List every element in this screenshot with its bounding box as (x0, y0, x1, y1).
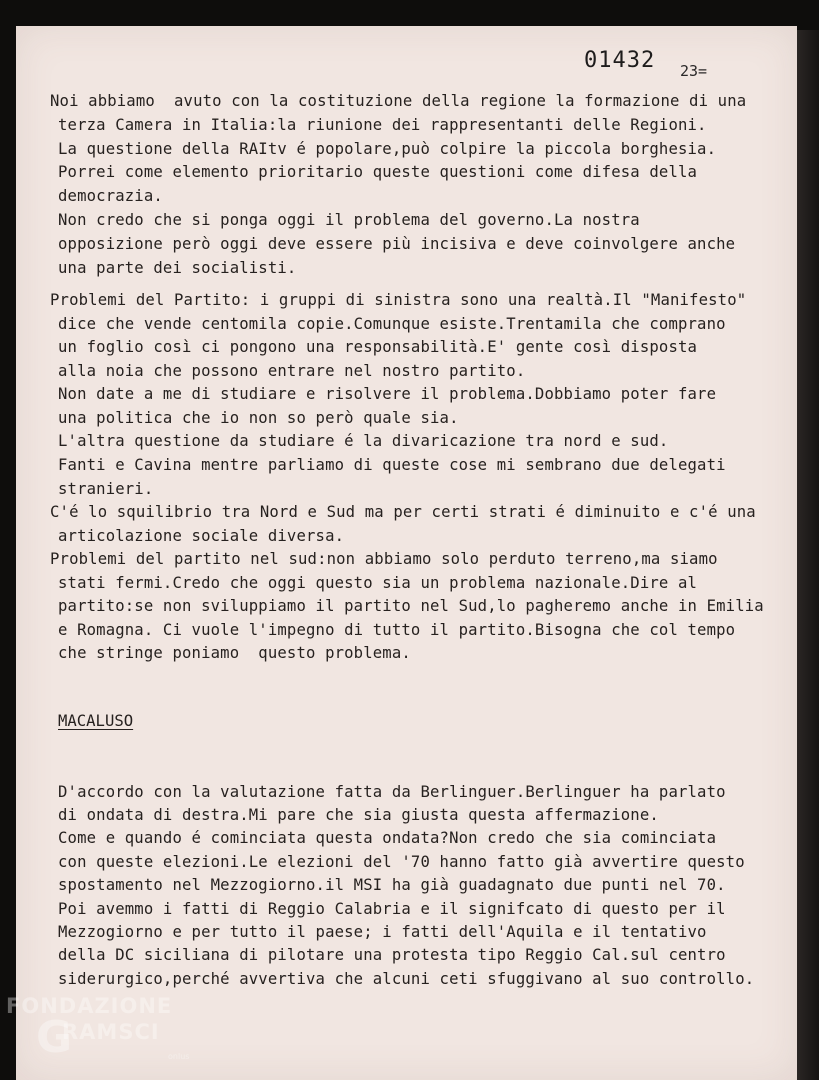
speaker-heading: MACALUSO (58, 712, 134, 730)
text-line: una politica che io non so però quale sia. (58, 409, 459, 427)
text-line: di ondata di destra.Mi pare che sia giusta questa affermazione. (58, 806, 659, 824)
text-line: partito:se non sviluppiamo il partito nel Sud,lo pagheremo anche in Emilia (58, 597, 764, 615)
next-page-edge (797, 30, 819, 1080)
text-line: Poi avemmo i fatti di Reggio Calabria e il signifcato di questo per il (58, 900, 726, 918)
text-line: democrazia. (58, 187, 163, 205)
text-line: spostamento nel Mezzogiorno.il MSI ha già guadagnato due punti nel 70. (58, 876, 726, 894)
text-line: Fanti e Cavina mentre parliamo di queste cose mi sembrano due delegati (58, 456, 726, 474)
text-line: opposizione però oggi deve essere più incisiva e deve coinvolgere anche (58, 235, 736, 253)
text-line: La questione della RAItv é popolare,può colpire la piccola borghesia. (58, 140, 717, 158)
text-line: stranieri. (58, 480, 154, 498)
fondazione-gramsci-watermark (6, 994, 206, 1074)
text-line: un foglio così ci pongono una responsabilità.E' gente così disposta (58, 338, 698, 356)
watermark-g-glyph-icon: G (36, 1012, 73, 1063)
text-line: dice che vende centomila copie.Comunque esiste.Trentamila che comprano (58, 315, 726, 333)
text-line: Problemi del partito nel sud:non abbiamo solo perduto terreno,ma siamo (50, 550, 718, 568)
text-line: stati fermi.Credo che oggi questo sia un problema nazionale.Dire al (58, 574, 698, 592)
text-line: Mezzogiorno e per tutto il paese; i fatti dell'Aquila e il tentativo (58, 923, 707, 941)
text-line: della DC siciliana di pilotare una protesta tipo Reggio Cal.sul centro (58, 946, 726, 964)
watermark-small: onlus (168, 1052, 190, 1061)
text-line: C'é lo squilibrio tra Nord e Sud ma per certi strati é diminuito e c'é una (50, 503, 756, 521)
page-marker: 23= (680, 62, 708, 80)
text-line: terza Camera in Italia:la riunione dei rappresentanti delle Regioni. (58, 116, 707, 134)
watermark-line1: FONDAZIONE (6, 994, 173, 1018)
text-line: con queste elezioni.Le elezioni del '70 hanno fatto già avvertire questo (58, 853, 745, 871)
text-line: articolazione sociale diversa. (58, 527, 345, 545)
text-line: Come e quando é cominciata questa ondata?Non credo che sia cominciata (58, 829, 717, 847)
text-line: e Romagna. Ci vuole l'impegno di tutto il partito.Bisogna che col tempo (58, 621, 736, 639)
text-line: una parte dei socialisti. (58, 259, 297, 277)
text-line: Porrei come elemento prioritario queste questioni come difesa della (58, 163, 698, 181)
text-line: Problemi del Partito: i gruppi di sinistra sono una realtà.Il "Manifesto" (50, 291, 747, 309)
text-line: D'accordo con la valutazione fatta da Berlinguer.Berlinguer ha parlato (58, 783, 726, 801)
text-line: siderurgico,perché avvertiva che alcuni ceti sfuggivano al suo controllo. (58, 970, 755, 988)
watermark-line2: RAMSCI (62, 1020, 160, 1044)
text-line: Noi abbiamo avuto con la costituzione della regione la formazione di una (50, 92, 747, 110)
document-number: 01432 (584, 48, 656, 73)
text-line: Non date a me di studiare e risolvere il problema.Dobbiamo poter fare (58, 385, 717, 403)
text-line: L'altra questione da studiare é la divaricazione tra nord e sud. (58, 432, 669, 450)
text-line: Non credo che si ponga oggi il problema del governo.La nostra (58, 211, 640, 229)
text-line: alla noia che possono entrare nel nostro partito. (58, 362, 526, 380)
text-line: che stringe poniamo questo problema. (58, 644, 411, 662)
